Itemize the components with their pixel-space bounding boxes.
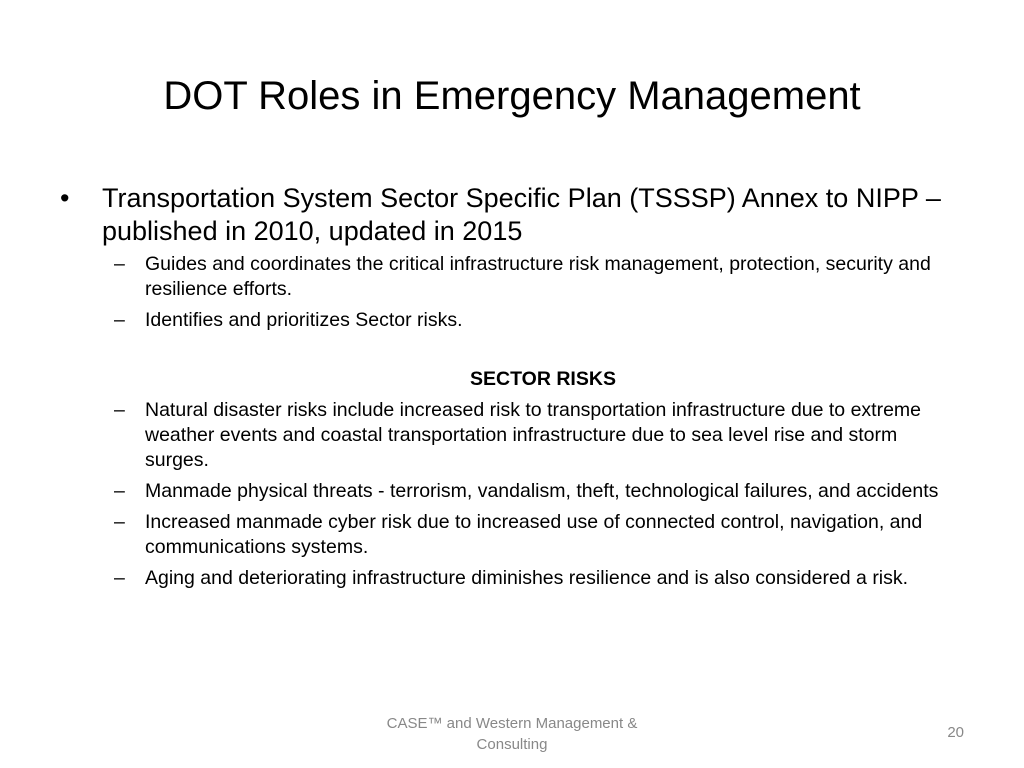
sub-bullet-list-risks	[60, 398, 966, 591]
dash-marker: –	[114, 511, 125, 533]
sub-bullet	[60, 398, 966, 473]
sub-bullet	[60, 252, 966, 302]
footer-text: CASE™ and Western Management & Consulting	[386, 715, 638, 753]
sub-bullet-text: Increased manmade cyber risk due to increased use of connected control, navigation, and communications systems.	[145, 511, 923, 558]
sub-bullet-text: Natural disaster risks include increased risk to transportation infrastructure due to extreme weather events and coastal transportation infrastructure due to sea level rise and storm surges.	[145, 399, 922, 471]
dash-marker: –	[114, 567, 125, 589]
sub-bullet-text: Aging and deteriorating infrastructure diminishes resilience and is also considered a risk.	[145, 567, 909, 589]
sub-bullet	[60, 308, 966, 333]
main-bullet-text: Transportation System Sector Specific Plan (TSSSP) Annex to NIPP – published in 2010, updated in 2015	[102, 183, 941, 246]
sector-risks-heading: SECTOR RISKS	[470, 368, 616, 390]
dash-marker: –	[114, 480, 125, 502]
dash-marker: –	[114, 399, 125, 421]
sub-bullet	[60, 479, 966, 504]
sub-bullet-list-top	[60, 252, 966, 333]
slide-title: DOT Roles in Emergency Management	[163, 74, 861, 118]
bullet-marker: •	[60, 183, 70, 213]
sub-bullet-text: Guides and coordinates the critical infrastructure risk management, protection, security and resilience efforts.	[145, 253, 931, 300]
main-bullet	[60, 182, 966, 248]
sub-bullet-text: Manmade physical threats - terrorism, vandalism, theft, technological failures, and accidents	[145, 480, 939, 502]
slide-content	[60, 182, 966, 597]
page-number: 20	[947, 724, 964, 741]
dash-marker: –	[114, 253, 125, 275]
sub-bullet	[60, 566, 966, 591]
sub-bullet	[60, 510, 966, 560]
dash-marker: –	[114, 309, 125, 331]
sub-bullet-text: Identifies and prioritizes Sector risks.	[145, 309, 463, 331]
